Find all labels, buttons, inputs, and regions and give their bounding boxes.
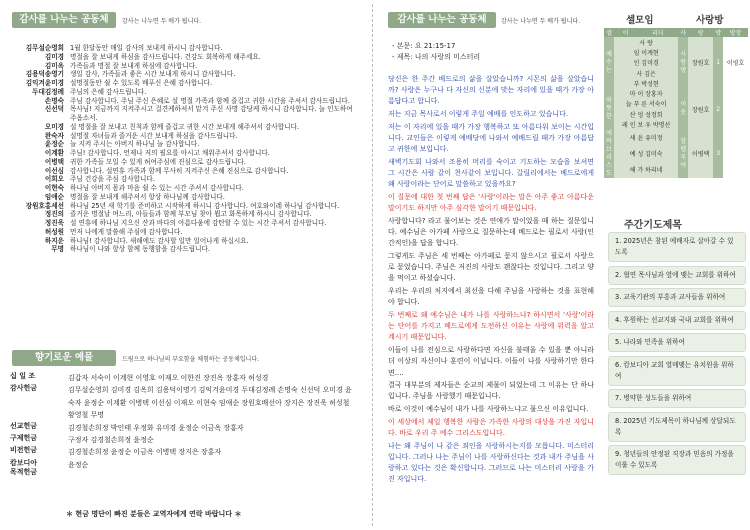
sermon-paragraph: 저는 지금 목사로서 이렇게 주일 예배를 인도하고 있습니다. [388, 110, 569, 119]
thanks-row [8, 44, 358, 53]
prayer-item: 6. 캄보디아 교회 열매맺는 유치원을 위하여 [608, 356, 746, 386]
group-cell-name: 따 뜻 한 [604, 88, 614, 129]
prayer-item: 7. 병약한 성도들을 위하여 [608, 389, 746, 408]
group-member: 예 성 김미숙 [614, 146, 678, 162]
thanks-name: 두대김정례 [32, 87, 64, 96]
thanks-name: 김미경 [44, 52, 64, 61]
thanks-row [8, 184, 358, 193]
thanks-banner-sub: 감사는 나누면 두 배가 됩니다. [122, 17, 202, 25]
group-member: 마 이 장홍자 [614, 88, 678, 98]
offering-header [12, 350, 259, 366]
group-room-name: 사 랑 방 [678, 37, 688, 88]
group-cell-name: 예 수 는 [604, 37, 614, 88]
prayer-item: 1. 2025년은 참된 예배자로 살아갈 수 있도록 [608, 232, 746, 262]
thanks-name: 김무설순영희 [25, 44, 64, 52]
thanks-row [8, 70, 358, 79]
thanks-text: 늘 지켜 주시는 아버지 하나님 늘 감사합니다. [70, 140, 200, 149]
thanks-name: 장원호홍세선 [25, 201, 64, 210]
group-cell-name: 에 바 브 리 스 도 [604, 130, 614, 178]
prayer-title: 주간기도제목 [624, 220, 682, 231]
left-panel [6, 4, 360, 526]
thanks-row [8, 140, 358, 149]
thanks-text: 목사님! 지금까지 지켜주시고 걸견케하셔서 맡겨 주신 사명 감당케 하시니 감사합니다. 늘 인도하여 주옵소서. [70, 105, 353, 122]
offering-row [8, 372, 358, 384]
thanks-text: 하나님이 나와 항상 함께 동행함을 감사드립니다. [70, 245, 210, 254]
thanks-row [8, 97, 358, 106]
thanks-row [8, 245, 358, 254]
group-room-head [723, 88, 748, 129]
group-member: 사 김은 [614, 68, 678, 78]
offering-category: 비전헌금 [10, 446, 38, 455]
thanks-name: 오미경 [44, 122, 64, 131]
thanks-header [12, 12, 201, 28]
group-header-cell: 리더 [637, 28, 678, 37]
sermon-paragraph: 두 번째로 왜 예수님은 내가 나를 사랑하느냐? 하시면서 '사랑'이라는 단어를 가지고 베드로에게 도전하신 이유는 사랑에 위력을 알고 계시기 때문입니다. [388, 311, 594, 342]
thanks-text: 명절을 잘 보내게 해주셔서 항상 하나님께 감사합니다. [70, 192, 225, 201]
thanks-text: 먼저 나에게 말씀해 주심에 감사합니다. [70, 227, 183, 236]
group-header-cell: 방장 [723, 28, 748, 37]
group-table [604, 28, 748, 178]
thanks-row [8, 175, 358, 184]
offering-names: 구정자 김경철손희정 윤정순 [68, 436, 154, 445]
thanks-row [8, 149, 358, 158]
group-room-name: 이 웃 [678, 88, 688, 129]
thanks-row [8, 228, 358, 237]
prayer-list [608, 232, 746, 479]
thanks-list [8, 44, 358, 254]
thanks-name: 손명숙 [44, 96, 64, 105]
offering-category: 구제헌금 [10, 434, 38, 443]
prayer-item: 9. 청년들의 안정된 직장과 믿음의 가정을 이룰 수 있도록 [608, 445, 746, 475]
group-room-head [723, 130, 748, 178]
thanks-name: 정진욱 [44, 219, 64, 227]
sermon-info [392, 41, 480, 63]
thanks-name: 김미옥 [44, 61, 64, 70]
offering-banner: 향기로운 예물 [12, 350, 116, 366]
thanks-name: 정진의 [44, 210, 64, 219]
sermon-paragraph: 이 세상에서 제일 행복한 사람은 가족한 사랑의 대상을 가진 자입니다. 바로 우리 주 예수 그리스도입니다. [388, 417, 594, 438]
thanks-row [8, 237, 358, 246]
thanks-name: 무명 [51, 245, 64, 254]
group-header-cell: 랑 [688, 28, 713, 37]
thanks-row [8, 193, 358, 202]
thanks-text: 감사합니다. 설연휴 가족과 함께 무사히 지켜주신 은혜 진심으로 감사합니다. [70, 166, 289, 175]
thanks-text: 주님 감사합니다. 주님 주신 은혜로 설 명절 가족과 함께 즐겁고 귀한 시간을 주셔서 감사드립니다. [70, 96, 350, 105]
offering-category: 선교헌금 [10, 421, 38, 430]
group-room-head: 이영호 [723, 37, 748, 88]
thanks-text: 설명절 자녀들과 즐거운 시간 보내게 하심을 감사드립니다. [70, 131, 238, 140]
offering-category: 캄보디아 목적헌금 [10, 458, 38, 476]
right-panel [604, 4, 748, 526]
sermon-banner: 감사를 나누는 공동체 [388, 12, 496, 28]
thanks-name: 이병택 [44, 157, 64, 166]
thanks-row [8, 210, 358, 219]
thanks-row [8, 88, 358, 97]
thanks-row [8, 105, 358, 123]
thanks-text: 1월 한달동안 매일 감사의 보내게 하시니 감사합니다. [70, 44, 223, 52]
sermon-passage: - 본문: 요 21:15-17 [392, 42, 456, 50]
offering-row [8, 422, 358, 434]
offering-row [8, 434, 358, 446]
group-row [604, 37, 748, 47]
thanks-text: 주님 건강을 주심 감사합니다. [70, 175, 155, 184]
sermon-title: - 제목: 나의 사랑의 미스터리 [392, 53, 481, 61]
thanks-row [8, 53, 358, 62]
group-member: 새 윤 유미정 [614, 130, 678, 146]
offering-footnote: ＊ 현금 명단이 빠진 분들은 교역자에게 연락 바랍니다 ＊ [66, 510, 242, 518]
group-member: 임 이계현 [614, 47, 678, 57]
sermon-header [388, 12, 580, 28]
thanks-text: 생일 감사, 가족들과 좋은 시간 보내게 하시니 감사합니다. [70, 70, 236, 79]
group-member: 인 김미경 [614, 58, 678, 68]
group-member: 부 박성현 [614, 78, 678, 88]
prayer-item: 3. 교육기관의 부흥과 교사들을 위하여 [608, 288, 746, 307]
group-table-header [604, 28, 748, 37]
group-header-cell: 셀 [604, 28, 614, 37]
offering-list [8, 372, 358, 477]
thanks-text: 설명절동안 쉴 수 있도록 배푸신 은혜 감사합니다. [70, 79, 213, 87]
group-member: 레 인 보 우 박명선 [614, 119, 678, 129]
thanks-name: 하지운 [44, 236, 64, 245]
offering-names: 김경철손희정 윤정순 이금옥 이병택 장지은 장홍자 [68, 448, 222, 457]
sermon-paragraph: 바로 이것이 예수님이 내가 나를 사랑하느냐고 물으신 이유입니다. [388, 405, 589, 414]
thanks-text: 설 연휴에 하나님 지으신 산과 바다의 아름다움에 감탄할 수 있는 시간 주셔서 감사합니다. [70, 219, 327, 227]
thanks-row [8, 123, 358, 132]
thanks-row [8, 62, 358, 71]
love-room-title: 사랑방 [696, 15, 724, 26]
sermon-paragraph: 우리는 우리의 처지에서 최선을 다해 주님을 사랑하는 것을 표현해야 합니다. [388, 287, 594, 307]
thanks-name: 이계환 [44, 149, 64, 157]
thanks-name: 임애순 [44, 192, 64, 201]
thanks-name: 완숙자 [44, 131, 64, 140]
sermon-paragraph: 나는 왜 주님이 나 같은 죄인을 사랑하시는지를 모릅니다. 미스터리입니다. 그러나 나는 주님이 나를 사랑하신다는 것과 내가 주님을 사랑하고 있다는 것은 확신합니다. 그러므로 나는 미스터리 사랑을 가진 자입니다. [388, 441, 594, 484]
thanks-row [8, 79, 358, 88]
group-room-name: 할 렐 루 야 [678, 130, 688, 178]
group-table-body [604, 37, 748, 178]
thanks-name: 이희오 [44, 175, 64, 184]
group-member: 사 랑 [614, 37, 678, 47]
thanks-text: 명절을 잘 보내게 하심을 감사드립니다. 건강도 회복하게 해주세요. [70, 52, 261, 61]
sermon-paragraph: 사랑합니다? 라고 물어보는 것은 연애가 말이었을 때 하는 질문입니다. 예수님은 아가페 사랑으로 질문하는데 베드로는 필로서 사랑(인간적인)을 답을 합니다. [388, 216, 594, 248]
thanks-text: 가족들과 명절 잘 보내게 하심에 감사합니다. [70, 61, 198, 70]
group-room-leader: 이병택 [688, 130, 713, 178]
thanks-text: 하나님 아버지 몸과 마음 쉴 수 있는 시간 주셔서 감사합니다. [70, 184, 244, 192]
thanks-row [8, 219, 358, 228]
thanks-row [8, 202, 358, 211]
prayer-item: 2. 협연 목사님과 옆에 맺는 교회를 위하여 [608, 266, 746, 285]
thanks-row [8, 167, 358, 176]
prayer-item: 4. 후원하는 선교지와 국내 교회를 위하여 [608, 311, 746, 330]
thanks-name: 허성원 [44, 227, 64, 236]
prayer-item: 5. 나라와 민족을 위하여 [608, 333, 746, 352]
group-room-number: 1 [713, 37, 723, 88]
thanks-name: 김용덕송영기 [25, 70, 64, 79]
sermon-paragraph: 그렇게도 주님은 세 번째는 아가페로 묻지 않으시고 필로서 사랑으로 묻었습니다. 주님은 저진의 사랑도 괜찮다는 것입니다. 그리고 양을 먹이고 하셨습니다. [388, 252, 594, 283]
sermon-paragraph: 당신은 한 주간 베드로의 삶을 살았습니까? 시몬의 삶을 살았습니까? 사랑은 누구나 다 자신의 신분에 맞는 자리에 있을 때가 가장 아름답다고 합니다. [388, 75, 594, 106]
thanks-name: 이선심 [44, 166, 64, 175]
offering-names: 김무설순영희 김미경 김옥희 김용덕이명기 김익겨윤미경 두대김정례 손명숙 신선덕 오미경 윤숙자 윤정순 이계환 이병택 이선심 이재오 이현숙 임애순 장원호배선아 장지은 장진욱 허성철 황영철 무명 [68, 386, 352, 420]
offering-category: 십 일 조 [10, 372, 36, 380]
group-header-cell: 사 [678, 28, 688, 37]
offering-category: 감사헌금 [10, 384, 38, 393]
thanks-text: 즐거운 명절날 며느리, 아들들과 함께 부모님 찾아 뵙고 화목하게 하시니 감사합니다. [70, 210, 312, 219]
offering-row [8, 384, 358, 421]
thanks-row [8, 158, 358, 167]
thanks-text: 하나님 25년 새 학기를 준비하고 시작하게 하시니 감사합니다. 여호와이레 하나님 감사합니다. [70, 201, 340, 210]
offering-names: 윤정순 [68, 460, 89, 469]
group-member: 늘 푸 른 서숙이 [614, 99, 678, 109]
group-room-number: 3 [713, 130, 723, 178]
thanks-name: 윤정순 [44, 140, 64, 149]
thanks-text: 주님! 감사합니다. 언제나 저의 필요를 아시고 채워주셔서 감사합니다. [70, 149, 270, 157]
group-room-leader: 장원호 [688, 37, 713, 88]
thanks-text: 설 명절을 잘 보내고 친척과 함께 즐겁고 귀한 시간 보내게 해주셔서 감사합니다. [70, 122, 299, 131]
cell-group-title: 셀모임 [626, 15, 654, 26]
offering-names: 김갑자 서숙이 이계현 이영호 이재오 이한진 장진옥 장홍자 허성경 [68, 374, 269, 382]
thanks-banner: 감사를 나누는 공동체 [12, 12, 116, 28]
sermon-paragraph: 저는 이 자리에 있을 때가 가장 행복하고 또 아름다워 보이는 시간입니다. 교인들은 이렇게 예배당에 나와서 예배드릴 때가 가장 아름답고 귀한에 보입니다. [388, 122, 594, 154]
sermon-paragraph: 이들이 나를 전심으로 사랑하다면 자신을 불태울 수 있을 뿐 아니라 더 이상의 자신이나 훈련이 이닙니다. 이들이 나를 사랑하기만 한다면.... [388, 346, 594, 377]
thanks-name: 이현숙 [44, 184, 64, 192]
thanks-text: 하나님! 감사합니다. 새해에도 감사할 일만 일어나게 하십시요. [70, 236, 249, 245]
group-header-cell: 이 [614, 28, 637, 37]
sermon-banner-sub: 감사는 나누면 두 배가 됩니다. [501, 17, 581, 25]
sermon-body [388, 74, 594, 487]
group-member: 해 가 하리네 [614, 162, 678, 178]
group-room-leader: 장원호 [688, 88, 713, 129]
group-header-cell: 방 [713, 28, 723, 37]
prayer-item: 8. 2025년 기도제목이 하나님께 상달되도록 [608, 412, 746, 442]
offering-row [8, 446, 358, 458]
thanks-name: 신선덕 [44, 105, 64, 114]
thanks-text: 주님의 은혜 감사드립니다. [70, 87, 147, 96]
group-room-number: 2 [713, 88, 723, 129]
thanks-row [8, 132, 358, 141]
group-row [604, 130, 748, 146]
offering-row [8, 459, 358, 477]
page-divider [372, 4, 373, 526]
thanks-text: 귀한 가족들 모일 수 있게 허여주심에 진심으로 감사드립니다. [70, 157, 247, 166]
sermon-paragraph: 이 질문에 대한 첫 번째 답은 '사랑'이라는 말은 아주 좋고 아름다운 말이기도 하지만 아주 심각한 말이기 때문입니다. [388, 193, 594, 213]
sermon-paragraph: 결국 대부분의 제자들은 순교의 제물이 되었는데 그 이유는 단 하나입니다. 주님을 사랑했기 때문입니다. [388, 381, 594, 401]
sermon-panel [388, 4, 596, 526]
offering-banner-sub: 드림으로 하나님의 부요함을 체험하는 공동체입니다. [122, 355, 260, 363]
sermon-paragraph: 새벽기도회 나와서 조용히 머리를 숙이고 기도하는 모습을 보셔면 그 시간은 사람 같이 천사같이 보입니다. 갈릴리에서는 베드로에게 왜 사랑이라는 단어로 말씀하고 있을까요? [388, 157, 594, 189]
group-row [604, 88, 748, 98]
offering-names: 김경철손희정 박인태 우정화 유미경 윤정순 이금옥 장홍자 [68, 423, 244, 432]
thanks-name: 김익겨윤미경 [25, 79, 64, 87]
group-member: 산 엉 성정희 [614, 109, 678, 119]
